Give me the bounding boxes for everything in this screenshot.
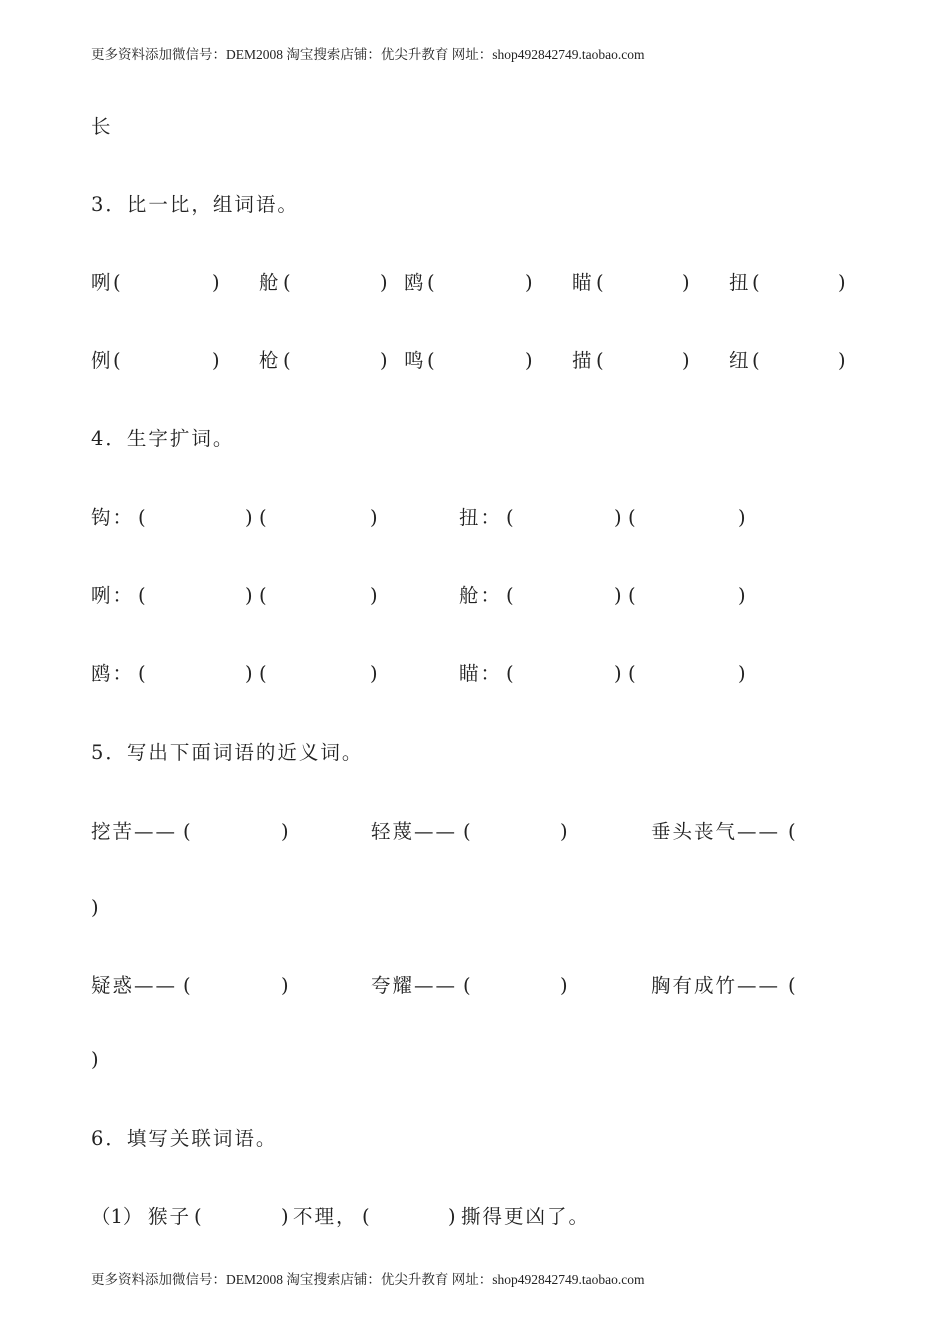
q5-word: 疑惑—— <box>91 974 178 997</box>
q3-char: 鸣 <box>404 349 424 372</box>
open-paren: ( <box>283 349 291 372</box>
close-paren: ) <box>212 349 220 372</box>
close-paren: ) <box>370 506 378 529</box>
open-paren: ( <box>788 974 796 997</box>
close-paren: ) <box>245 506 253 529</box>
close-paren: ) <box>614 584 622 607</box>
q5-word: 夸耀—— <box>371 974 458 997</box>
open-paren: ( <box>427 349 435 372</box>
close-paren: ) <box>245 662 253 685</box>
open-paren: ( <box>138 662 146 685</box>
close-paren: ) <box>91 896 99 919</box>
close-paren: ) <box>281 1205 289 1228</box>
close-paren: ) <box>525 349 533 372</box>
open-paren: ( <box>788 820 796 843</box>
open-paren: ( <box>283 271 291 294</box>
open-paren: ( <box>752 271 760 294</box>
close-paren: ) <box>560 820 568 843</box>
q6-text: 撕得更凶了。 <box>461 1205 591 1228</box>
close-paren: ) <box>838 271 846 294</box>
q3-title: 3．比一比，组词语。 <box>91 193 299 216</box>
close-paren: ) <box>380 349 388 372</box>
close-paren: ) <box>738 662 746 685</box>
q3-char: 扭 <box>729 271 749 294</box>
close-paren: ) <box>281 974 289 997</box>
open-paren: ( <box>463 820 471 843</box>
q6-title: 6．填写关联词语。 <box>91 1127 278 1150</box>
open-paren: ( <box>752 349 760 372</box>
q5-word: 垂头丧气—— <box>651 820 781 843</box>
q5-word: 挖苦—— <box>91 820 178 843</box>
close-paren: ) <box>281 820 289 843</box>
open-paren: ( <box>596 271 604 294</box>
page-footer: 更多资料添加微信号：DEM2008 淘宝搜索店铺：优尖升教育 网址：shop492842749.taobao.com <box>91 1272 645 1287</box>
q3-char: 瞄 <box>572 271 592 294</box>
close-paren: ) <box>448 1205 456 1228</box>
q6-item-number: （1） <box>91 1205 143 1228</box>
open-paren: ( <box>506 584 514 607</box>
q3-char: 鸥 <box>404 271 424 294</box>
open-paren: ( <box>138 506 146 529</box>
close-paren: ) <box>370 584 378 607</box>
close-paren: ) <box>91 1048 99 1071</box>
open-paren: ( <box>628 506 636 529</box>
close-paren: ) <box>682 349 690 372</box>
open-paren: ( <box>259 662 267 685</box>
close-paren: ) <box>212 271 220 294</box>
q4-char: 鸥： <box>91 662 135 685</box>
q4-title: 4．生字扩词。 <box>91 427 235 450</box>
close-paren: ) <box>838 349 846 372</box>
q5-title: 5．写出下面词语的近义词。 <box>91 741 364 764</box>
q4-char: 舱： <box>459 584 503 607</box>
open-paren: ( <box>427 271 435 294</box>
close-paren: ) <box>370 662 378 685</box>
close-paren: ) <box>560 974 568 997</box>
open-paren: ( <box>183 820 191 843</box>
q4-char: 扭： <box>459 506 503 529</box>
open-paren: ( <box>362 1205 370 1228</box>
q6-text: 猴子 <box>148 1205 192 1228</box>
close-paren: ) <box>682 271 690 294</box>
close-paren: ) <box>614 506 622 529</box>
open-paren: ( <box>506 506 514 529</box>
q3-char: 舱 <box>259 271 279 294</box>
q4-char: 钩： <box>91 506 135 529</box>
carryover-text: 长 <box>91 115 113 138</box>
open-paren: ( <box>506 662 514 685</box>
open-paren: ( <box>463 974 471 997</box>
open-paren: ( <box>194 1205 202 1228</box>
q3-char: 咧 <box>91 271 111 294</box>
open-paren: ( <box>596 349 604 372</box>
close-paren: ) <box>245 584 253 607</box>
open-paren: ( <box>113 349 121 372</box>
close-paren: ) <box>738 584 746 607</box>
close-paren: ) <box>614 662 622 685</box>
open-paren: ( <box>183 974 191 997</box>
page-header: 更多资料添加微信号：DEM2008 淘宝搜索店铺：优尖升教育 网址：shop492842749.taobao.com <box>91 47 645 62</box>
q4-char: 咧： <box>91 584 135 607</box>
open-paren: ( <box>259 506 267 529</box>
open-paren: ( <box>259 584 267 607</box>
q5-word: 胸有成竹—— <box>651 974 781 997</box>
q6-text: 不理， <box>293 1205 358 1228</box>
q3-char: 枪 <box>259 349 279 372</box>
close-paren: ) <box>738 506 746 529</box>
open-paren: ( <box>138 584 146 607</box>
close-paren: ) <box>380 271 388 294</box>
close-paren: ) <box>525 271 533 294</box>
q3-char: 描 <box>572 349 592 372</box>
q3-char: 纽 <box>729 349 749 372</box>
q3-char: 例 <box>91 349 111 372</box>
q4-char: 瞄： <box>459 662 503 685</box>
open-paren: ( <box>628 662 636 685</box>
q5-word: 轻蔑—— <box>371 820 458 843</box>
open-paren: ( <box>113 271 121 294</box>
open-paren: ( <box>628 584 636 607</box>
